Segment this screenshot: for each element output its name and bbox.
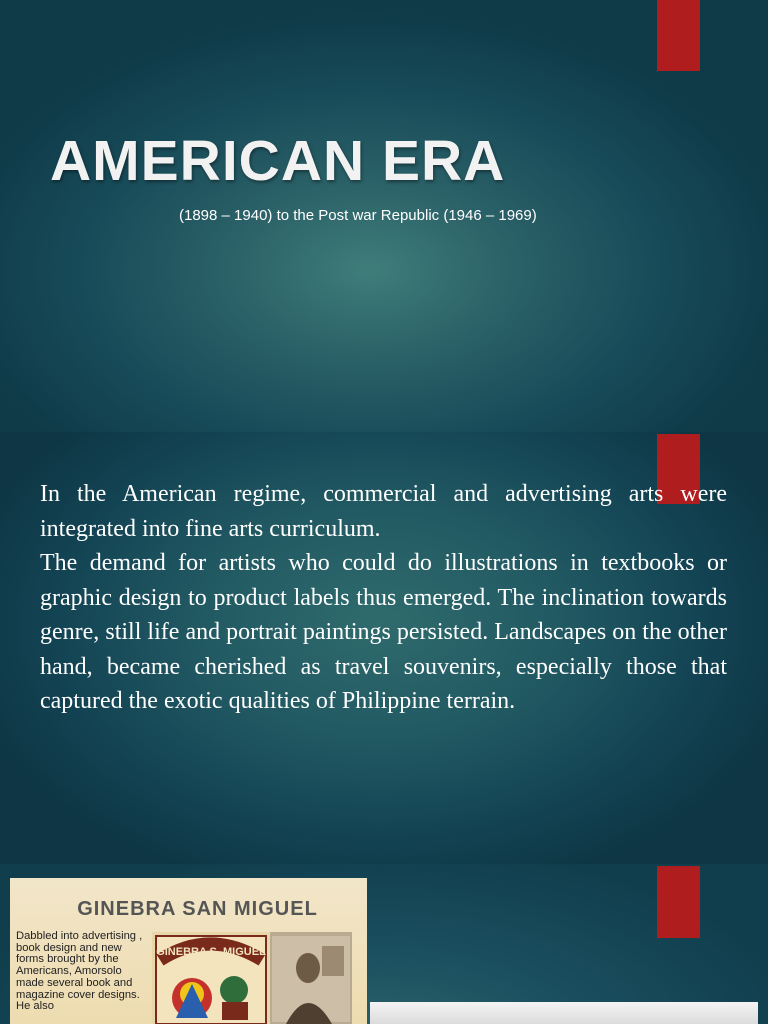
body-text [40, 477, 727, 719]
body-paragraph: The demand for artists who could do illustrations in textbooks or graphic design to product labels thus emerged. The inclination towards genre, still life and portrait paintings persisted. Landscapes on the other hand, became cherished as travel souvenirs, especially those that captured the exotic qualities of Philippine terrain. [40, 550, 727, 714]
poster-illustration [152, 932, 352, 1024]
slide-title-heading: AMERICAN ERA [50, 129, 506, 193]
slide-body [0, 432, 768, 864]
body-paragraph: In the American regime, commercial and advertising arts were integrated into fine arts curriculum. [40, 481, 727, 542]
poster-label-text: GINEBRA S. MIGUEL [156, 946, 266, 958]
accent-bar [657, 0, 700, 71]
slide-title [0, 0, 768, 432]
slide-subtitle: (1898 – 1940) to the Post war Republic (1946 – 1969) [179, 207, 537, 224]
second-image [370, 1002, 758, 1024]
ginebra-image [10, 878, 367, 1024]
accent-bar [657, 866, 700, 938]
image-caption: Dabbled into advertising , book design and new forms brought by the Americans, Amorsolo made several book and magazine cover designs. He also [16, 930, 143, 1013]
image-heading: GINEBRA SAN MIGUEL [77, 898, 318, 920]
slide-images [0, 864, 768, 1024]
